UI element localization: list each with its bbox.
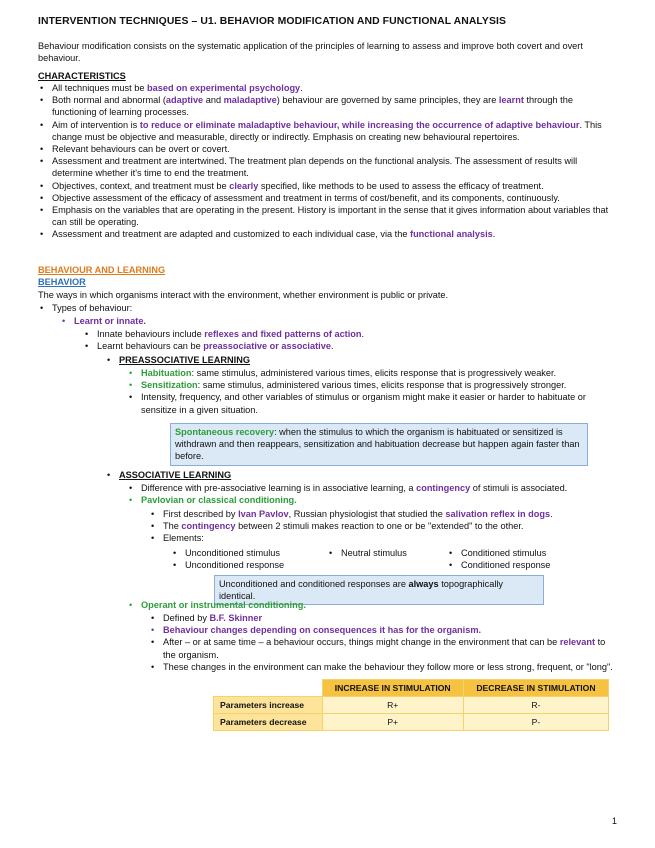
- list-item: • Both normal and abnormal (adaptive and maladaptive) behaviour are governed by same principles, they are learnt through the functioning of learning processes.: [38, 94, 618, 118]
- list-item: • Pavlovian or classical conditioning.: [127, 494, 617, 506]
- list-item: • Objectives, context, and treatment must be clearly specified, like methods to be used to assess the efficacy of treatment.: [38, 180, 618, 192]
- list-item: • Unconditioned response: [171, 559, 284, 571]
- table-row-label: Parameters decrease: [214, 714, 323, 731]
- elements-col-3: [447, 547, 550, 571]
- responses-box: Unconditioned and conditioned responses are always topographically identical.: [214, 575, 544, 605]
- list-item: • Elements:: [149, 532, 609, 544]
- list-item: • First described by Ivan Pavlov, Russian physiologist that studied the salivation reflex in dogs.: [149, 508, 609, 520]
- list-item: • Conditioned stimulus: [447, 547, 550, 559]
- list-item: • Behaviour changes depending on consequences it has for the organism.: [149, 624, 614, 636]
- list-item: [105, 469, 605, 481]
- elements-col-1: [171, 547, 284, 571]
- list-item: • Sensitization: same stimulus, administered various times, elicits response that is progressively stronger.: [127, 379, 602, 391]
- document-title: INTERVENTION TECHNIQUES – U1. BEHAVIOR MODIFICATION AND FUNCTIONAL ANALYSIS: [38, 16, 506, 27]
- operant-list: [149, 612, 614, 673]
- page-number: 1: [611, 816, 617, 826]
- preassociative-heading-list: [105, 354, 605, 366]
- list-item: • Innate behaviours include reflexes and fixed patterns of action.: [83, 328, 603, 340]
- table-row: [214, 714, 609, 731]
- list-item: • Objective assessment of the efficacy of assessment and treatment in terms of cost/benefit, and its components, continuously.: [38, 192, 618, 204]
- associative-heading: ASSOCIATIVE LEARNING: [119, 470, 232, 480]
- preassociative-list: [127, 367, 602, 416]
- list-item: • Conditioned response: [447, 559, 550, 571]
- table-cell: P+: [322, 714, 463, 731]
- list-item: • Aim of intervention is to reduce or eliminate maladaptive behaviour, while increasing the occurrence of adaptive behaviour. This change must be objective and measurable, directly or indirectly. Emphasis on creating new behavioural repertoires.: [38, 119, 618, 143]
- list-item: [105, 354, 605, 366]
- behavior-definition: The ways in which organisms interact with the environment, whether environment is public or private.: [38, 290, 449, 300]
- list-item: • Intensity, frequency, and other variables of stimulus or organism might make it easier or harder to habituate or sensitize in a given situation.: [127, 391, 586, 415]
- behavior-subheading: BEHAVIOR: [38, 277, 86, 287]
- characteristics-list: [38, 82, 618, 241]
- characteristics-heading: CHARACTERISTICS: [38, 71, 126, 81]
- intro-paragraph: Behaviour modification consists on the systematic application of the principles of learning to assess and improve both covert and overt behaviour.: [38, 41, 583, 64]
- pavlov-list: [149, 508, 609, 545]
- list-item: • Defined by B.F. Skinner: [149, 612, 614, 624]
- learnt-innate-list: [60, 315, 600, 327]
- spontaneous-recovery-box: Spontaneous recovery: when the stimulus to which the organism is habituated or sensitized is withdrawn and then reappears, sensitization and habituation decrease but happen again faster than before.: [170, 423, 588, 466]
- list-item: • Emphasis on the variables that are operating in the present. History is important in the sense that it gives information about variables that can still be operating.: [38, 204, 618, 228]
- list-item: • Assessment and treatment are intertwined. The treatment plan depends on the functional analysis. The assessment of results will determine whether it's time to end the treatment.: [38, 155, 618, 179]
- associative-heading-list: [105, 469, 605, 481]
- list-item: • All techniques must be based on experimental psychology.: [38, 82, 618, 94]
- table-header-row: [214, 680, 609, 697]
- list-item: • Unconditioned stimulus: [171, 547, 284, 559]
- innate-learnt-list: [83, 328, 603, 352]
- list-item: • Learnt behaviours can be preassociative or associative.: [83, 340, 603, 352]
- list-item: • These changes in the environment can make the behaviour they follow more or less strong, frequent, or "long".: [149, 661, 614, 673]
- table-cell: R-: [463, 697, 608, 714]
- list-item: • After – or at same time – a behaviour occurs, things might change in the environment that can be relevant to the organism.: [149, 636, 614, 660]
- list-item: • Relevant behaviours can be overt or covert.: [38, 143, 618, 155]
- stimulation-table: [213, 679, 609, 731]
- types-list: [38, 302, 598, 314]
- table-cell: P-: [463, 714, 608, 731]
- table-cell: R+: [322, 697, 463, 714]
- list-item: • Difference with pre-associative learning is in associative learning, a contingency of stimuli is associated.: [127, 482, 617, 494]
- table-row: [214, 697, 609, 714]
- list-item: • Operant or instrumental conditioning.: [127, 599, 607, 611]
- list-item: • Types of behaviour:: [38, 302, 598, 314]
- preassociative-heading: PREASSOCIATIVE LEARNING: [119, 355, 251, 365]
- list-item: • Learnt or innate.: [60, 315, 600, 327]
- list-item: • The contingency between 2 stimuli makes reaction to one or be "extended" to the other.: [149, 520, 609, 532]
- behaviour-learning-heading: BEHAVIOUR AND LEARNING: [38, 265, 166, 275]
- elements-col-2: [327, 547, 407, 559]
- associative-list: [127, 482, 617, 506]
- list-item: • Neutral stimulus: [327, 547, 407, 559]
- table-row-label: Parameters increase: [214, 697, 323, 714]
- table-header: DECREASE IN STIMULATION: [463, 680, 608, 697]
- operant-heading-list: [127, 599, 607, 611]
- list-item: • Assessment and treatment are adapted and customized to each individual case, via the functional analysis.: [38, 228, 618, 240]
- list-item: • Habituation: same stimulus, administered various times, elicits response that is progressively weaker.: [127, 367, 602, 379]
- table-header: INCREASE IN STIMULATION: [322, 680, 463, 697]
